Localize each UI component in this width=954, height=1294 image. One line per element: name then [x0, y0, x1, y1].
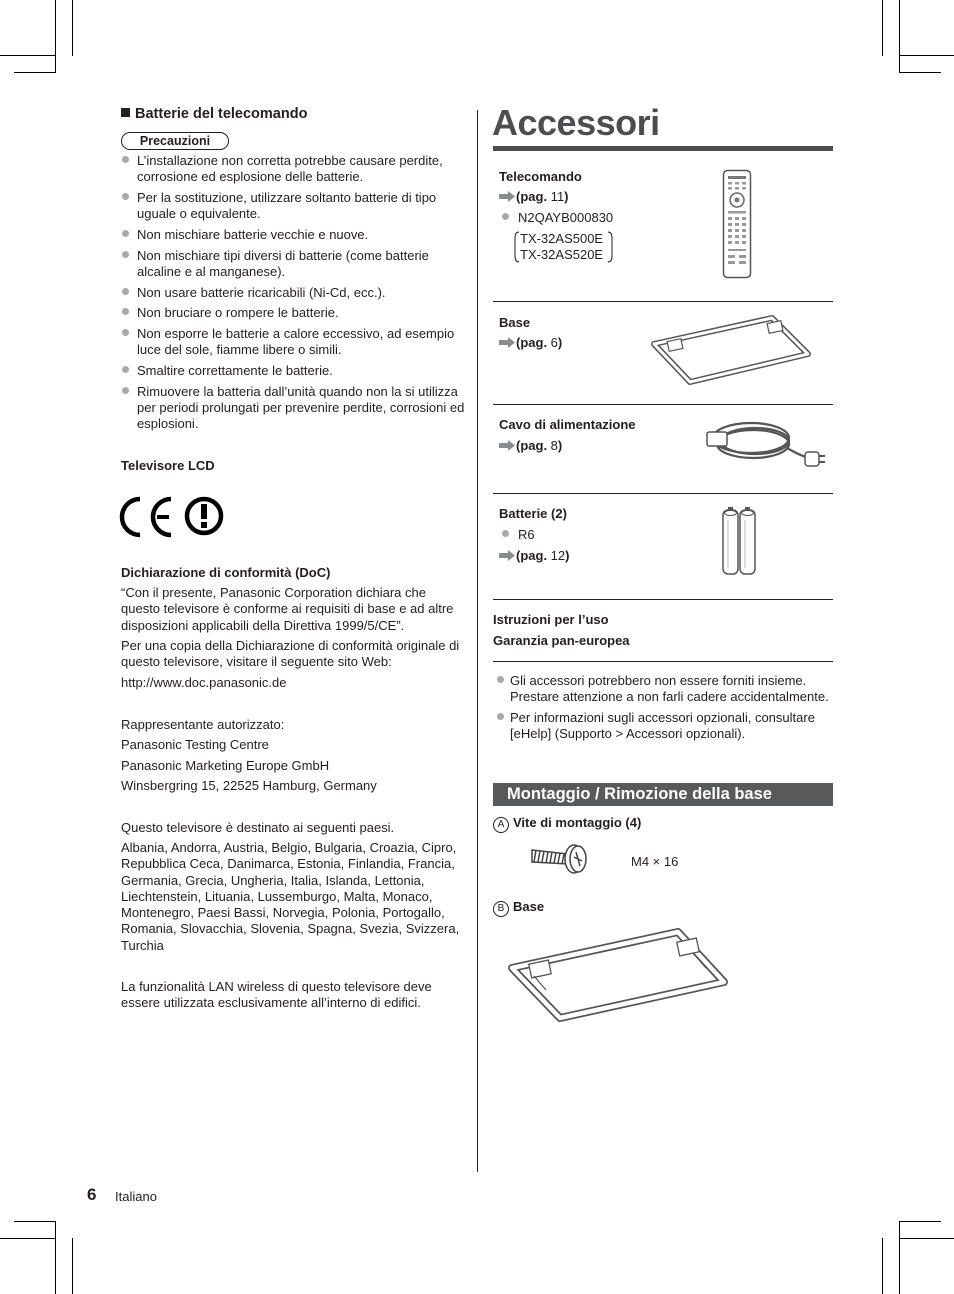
rep-label: Rappresentante autorizzato:	[121, 717, 285, 732]
arrow-right-icon	[499, 550, 515, 561]
bullet-icon	[122, 156, 129, 163]
list-item: Gli accessori potrebbero non essere forniti insieme. Prestare attenzione a non farli cadere accidentalmente.	[497, 673, 833, 706]
bullet-icon	[502, 213, 509, 220]
doc-statement: “Con il presente, Panasonic Corporation dichiara che questo televisore è conforme ai requisiti di base e ad altre disposizioni applicabili della Direttiva 1999/5/CE”.	[121, 585, 454, 633]
list-item: Per la sostituzione, utilizzare soltanto batterie di tipo uguale o equivalente.	[122, 190, 467, 223]
rep-line: Winsbergring 15, 22525 Hamburg, Germany	[121, 778, 377, 793]
title-underline	[493, 146, 833, 151]
rep-line: Panasonic Marketing Europe GmbH	[121, 758, 330, 773]
square-bullet-icon	[121, 108, 130, 117]
bullet-icon	[497, 676, 504, 683]
bullet-icon	[122, 366, 129, 373]
precautions-label: Precauzioni	[121, 132, 229, 150]
ce-mark-icon	[119, 495, 229, 539]
divider	[493, 404, 833, 405]
batteries-heading: Batterie del telecomando	[121, 105, 307, 123]
tv-label: Televisore LCD	[121, 458, 215, 473]
stand-base-image	[650, 314, 812, 386]
remote-model: N2QAYB000830	[502, 210, 613, 226]
base-part-label: B Base	[493, 899, 544, 917]
list-item: Per informazioni sugli accessori opzionali, consultare [eHelp] (Supporto > Accessori opzionali).	[497, 710, 833, 743]
bullet-icon	[497, 713, 504, 720]
large-stand-base-image	[508, 928, 730, 1022]
letter-a-badge: A	[493, 817, 509, 833]
page-number: 6	[87, 1185, 97, 1204]
bullet-icon	[122, 387, 129, 394]
list-item: Non mischiare batterie vecchie e nuove.	[122, 227, 467, 243]
list-item: Rimuovere la batteria dall’unità quando non la si utilizza per periodi prolungati per prevenire perdite, corrosioni ed esplosioni.	[122, 384, 467, 433]
precautions-list	[122, 153, 467, 437]
remote-tv-model: TX-32AS500E	[520, 231, 604, 246]
remote-control-image	[722, 169, 752, 279]
lan-note: La funzionalità LAN wireless di questo televisore deve essere utilizzata esclusivamente all’interno di edifici.	[121, 979, 432, 1011]
letter-b-badge: B	[493, 901, 509, 917]
screw-label: A Vite di montaggio (4)	[493, 815, 641, 833]
language-label: Italiano	[115, 1189, 157, 1204]
divider	[493, 301, 833, 302]
bullet-icon	[122, 193, 129, 200]
remote-page-ref: (pag. 11)	[499, 189, 569, 205]
arrow-right-icon	[499, 440, 515, 451]
screw-size: M4 × 16	[631, 854, 679, 869]
bullet-icon	[122, 288, 129, 295]
manual-label: Istruzioni per l’uso	[493, 612, 609, 627]
doc-heading: Dichiarazione di conformità (DoC)	[121, 565, 331, 580]
list-item: Non mischiare tipi diversi di batterie (come batterie alcaline e al manganese).	[122, 248, 467, 281]
accessory-notes	[497, 673, 833, 747]
remote-tv-model: TX-32AS520E	[520, 247, 604, 262]
assembly-section-title: Montaggio / Rimozione della base	[493, 783, 833, 806]
remote-label: Telecomando	[499, 169, 582, 184]
batteries-label: Batterie (2)	[499, 506, 567, 521]
bullet-icon	[122, 329, 129, 336]
list-item: Smaltire correttamente le batterie.	[122, 363, 467, 379]
list-item: Non bruciare o rompere le batterie.	[122, 305, 467, 321]
arrow-right-icon	[499, 191, 515, 202]
batteries-page-ref: (pag. 12)	[499, 548, 569, 564]
bullet-icon	[122, 230, 129, 237]
cable-label: Cavo di alimentazione	[499, 417, 636, 432]
bullet-icon	[122, 251, 129, 258]
list-item: Non esporre le batterie a calore eccessivo, ad esempio luce del sole, fiamme libere o simili.	[122, 326, 467, 359]
power-cable-image	[703, 414, 827, 476]
base-page-ref: (pag. 6)	[499, 335, 562, 351]
column-divider	[477, 110, 478, 1172]
batteries-image	[722, 506, 758, 576]
divider	[493, 493, 833, 494]
doc-copy-text: Per una copia della Dichiarazione di conformità originale di questo televisore, visitare il seguente sito Web:	[121, 638, 460, 670]
base-label: Base	[499, 315, 531, 330]
cable-page-ref: (pag. 8)	[499, 438, 562, 454]
rep-line: Panasonic Testing Centre	[121, 737, 269, 752]
countries-intro: Questo televisore è destinato ai seguenti paesi.	[121, 820, 395, 835]
divider	[493, 599, 833, 600]
list-item: Non usare batterie ricaricabili (Ni-Cd, ecc.).	[122, 285, 467, 301]
battery-type: R6	[502, 527, 535, 543]
countries-list: Albania, Andorra, Austria, Belgio, Bulgaria, Croazia, Cipro, Repubblica Ceca, Danimarca, Estonia, Finlandia, Francia, Germania, Grecia, Ungheria, Italia, Islanda, Lettonia, Liechtenstein, Lituania, Lussemburgo, Malta, Monaco, Montenegro, Paesi Bassi, Norvegia, Polonia, Portogallo, Romania, Slovacchia, Slovenia, Spagna, Svezia, Svizzera, Turchia	[121, 840, 460, 953]
list-item: L’installazione non corretta potrebbe causare perdite, corrosione ed esplosione delle batterie.	[122, 153, 467, 186]
page-title: Accessori	[492, 102, 660, 143]
warranty-label: Garanzia pan-europea	[493, 633, 630, 648]
screw-image	[530, 840, 590, 880]
bullet-icon	[122, 308, 129, 315]
divider	[493, 661, 833, 662]
bullet-icon	[502, 530, 509, 537]
arrow-right-icon	[499, 337, 515, 348]
doc-url: http://www.doc.panasonic.de	[121, 675, 287, 690]
